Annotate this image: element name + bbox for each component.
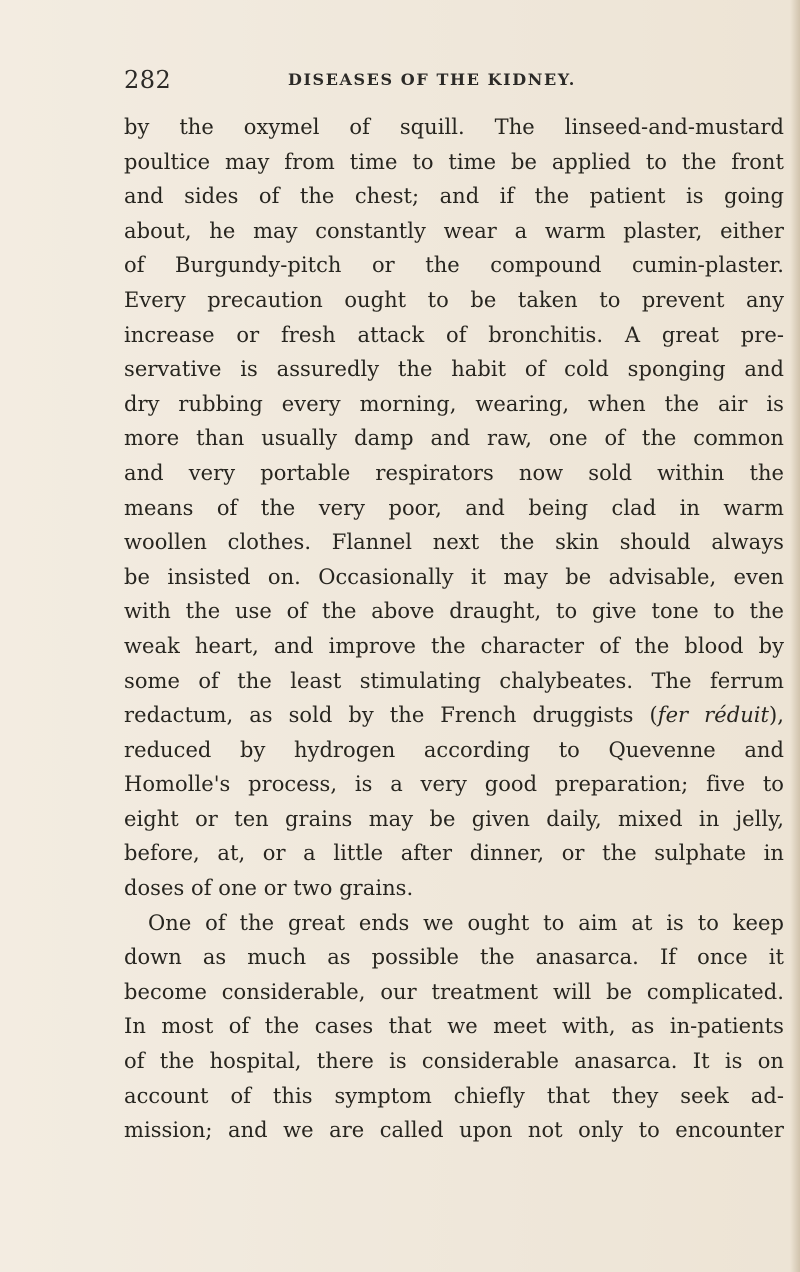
- text-line: down as much as possible the anasarca. If once it: [124, 945, 784, 970]
- italic-phrase: fer réduit: [657, 703, 770, 728]
- text-line-with-italic: [124, 698, 784, 733]
- text-line: means of the very poor, and being clad in warm: [124, 495, 784, 520]
- text-line: be insisted on. Occasionally it may be advisable, even: [124, 564, 784, 589]
- text-line: with the use of the above draught, to give tone to the: [124, 599, 784, 624]
- text-run: redactum, as sold by the French druggists (: [124, 703, 658, 728]
- text-line: about, he may constantly wear a warm plaster, either: [124, 218, 784, 243]
- text-line: Homolle's process, is a very good preparation; five to: [124, 772, 784, 797]
- page-header: [124, 66, 784, 96]
- text-line: before, at, or a little after dinner, or the sulphate in: [124, 841, 784, 866]
- text-line: become considerable, our treatment will be complicated.: [124, 979, 784, 1004]
- text-line: and very portable respirators now sold within the: [124, 460, 784, 485]
- text-line: increase or fresh attack of bronchitis. A great pre-: [124, 322, 784, 347]
- text-line: of the hospital, there is considerable anasarca. It is on: [124, 1049, 784, 1074]
- text-line: account of this symptom chiefly that they seek ad-: [124, 1083, 784, 1108]
- text-line: One of the great ends we ought to aim at is to keep: [148, 910, 784, 935]
- text-line: doses of one or two grains.: [124, 876, 414, 901]
- body-text: [124, 110, 784, 1148]
- text-line: dry rubbing every morning, wearing, when the air is: [124, 391, 784, 416]
- text-line: more than usually damp and raw, one of the common: [124, 426, 784, 451]
- text-line: reduced by hydrogen according to Quevenne and: [124, 737, 784, 762]
- text-line: by the oxymel of squill. The linseed-and-mustard: [124, 115, 784, 139]
- page-edge-shadow: [790, 0, 800, 1272]
- text-line: servative is assuredly the habit of cold sponging and: [124, 357, 784, 382]
- text-line: poultice may from time to time be applied to the front: [124, 149, 784, 174]
- text-line: weak heart, and improve the character of the blood by: [124, 633, 784, 658]
- text-run: ),: [769, 703, 784, 728]
- text-line: In most of the cases that we meet with, as in-patients: [124, 1014, 784, 1039]
- text-line: and sides of the chest; and if the patient is going: [124, 184, 784, 209]
- text-line: mission; and we are called upon not only to encounter: [124, 1118, 784, 1143]
- page-number: 282: [124, 66, 172, 94]
- text-line: Every precaution ought to be taken to prevent any: [124, 287, 784, 312]
- text-line: woollen clothes. Flannel next the skin should always: [124, 530, 784, 555]
- text-line: of Burgundy-pitch or the compound cumin-plaster.: [124, 253, 784, 278]
- text-line: eight or ten grains may be given daily, mixed in jelly,: [124, 806, 784, 831]
- text-line: some of the least stimulating chalybeates. The ferrum: [124, 668, 784, 693]
- running-head: DISEASES OF THE KIDNEY.: [288, 70, 576, 89]
